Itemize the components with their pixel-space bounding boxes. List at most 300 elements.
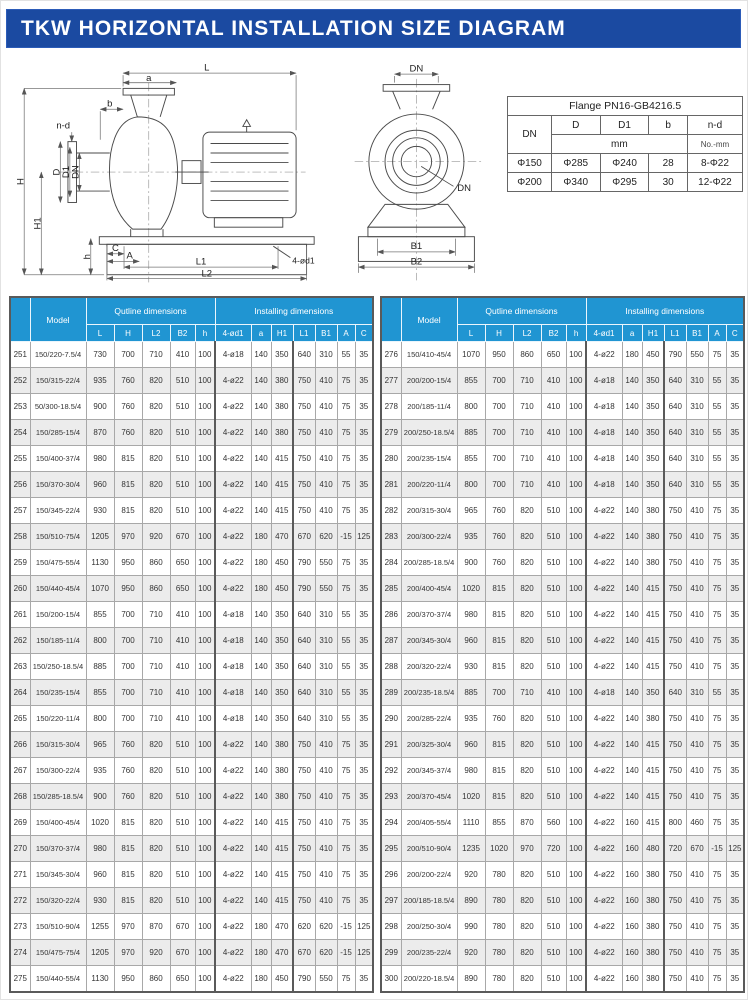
value-cell: 410 (686, 758, 708, 784)
value-cell: 700 (114, 342, 142, 368)
dim-L2-label: L2 (201, 268, 213, 280)
value-cell: 750 (664, 966, 686, 993)
value-cell: 415 (271, 498, 293, 524)
dim-nd-label: n-d (56, 120, 71, 132)
value-cell: 4-ø22 (215, 732, 251, 758)
model-cell: 150/475-55/4 (30, 550, 86, 576)
value-cell: 750 (293, 810, 315, 836)
table-row (10, 420, 373, 446)
value-cell: 35 (355, 368, 373, 394)
value-cell: 125 (355, 940, 373, 966)
model-cell: 200/200-15/4 (401, 368, 457, 394)
value-cell: 140 (622, 628, 642, 654)
value-cell: 4-ø22 (586, 498, 622, 524)
value-cell: 140 (622, 758, 642, 784)
value-cell: 75 (337, 394, 355, 420)
row-number: 275 (10, 966, 30, 993)
value-cell: 140 (251, 368, 271, 394)
value-cell: 820 (513, 498, 541, 524)
value-cell: 100 (195, 706, 215, 732)
value-cell: 75 (708, 550, 726, 576)
value-cell: 100 (195, 836, 215, 862)
table-row (381, 888, 744, 914)
flange-cell: 28 (649, 154, 687, 173)
flange-cell: 12-Φ22 (687, 173, 742, 192)
value-cell: 935 (86, 368, 114, 394)
value-cell: 100 (195, 498, 215, 524)
value-cell: 930 (86, 888, 114, 914)
value-cell: 700 (114, 628, 142, 654)
value-cell: 640 (664, 420, 686, 446)
row-number: 296 (381, 862, 401, 888)
value-cell: 790 (293, 576, 315, 602)
value-cell: 900 (457, 550, 485, 576)
row-number: 291 (381, 732, 401, 758)
row-number: 266 (10, 732, 30, 758)
value-cell: 380 (271, 394, 293, 420)
value-cell: 855 (457, 446, 485, 472)
value-cell: 100 (566, 394, 586, 420)
value-cell: 510 (170, 758, 195, 784)
value-cell: 380 (271, 732, 293, 758)
value-cell: 100 (566, 602, 586, 628)
value-cell: 380 (271, 368, 293, 394)
value-cell: 815 (485, 602, 513, 628)
value-cell: 760 (114, 758, 142, 784)
value-cell: 410 (686, 602, 708, 628)
value-cell: 410 (541, 680, 566, 706)
value-cell: 55 (708, 446, 726, 472)
row-number: 261 (10, 602, 30, 628)
value-cell: 815 (485, 732, 513, 758)
value-cell: 4-ø22 (215, 498, 251, 524)
value-cell: 960 (86, 472, 114, 498)
value-cell: 4-ø18 (215, 602, 251, 628)
value-cell: 140 (622, 654, 642, 680)
row-number: 272 (10, 888, 30, 914)
value-cell: 100 (195, 758, 215, 784)
value-cell: 780 (485, 862, 513, 888)
model-cell: 200/320-22/4 (401, 654, 457, 680)
value-cell: 870 (86, 420, 114, 446)
flange-cell: Φ240 (600, 154, 649, 173)
model-cell: 150/410-45/4 (401, 342, 457, 368)
table-row (10, 498, 373, 524)
value-cell: 100 (195, 680, 215, 706)
value-cell: 4-ø22 (586, 550, 622, 576)
value-cell: 4-ø18 (586, 472, 622, 498)
value-cell: 560 (541, 810, 566, 836)
value-cell: -15 (337, 914, 355, 940)
value-cell: 750 (664, 602, 686, 628)
value-cell: 470 (271, 940, 293, 966)
dim-4d1-label: 4-ød1 (292, 255, 315, 266)
value-cell: 140 (622, 446, 642, 472)
value-cell: 760 (114, 784, 142, 810)
model-cell: 150/370-37/4 (30, 836, 86, 862)
flange-cell: 30 (649, 173, 687, 192)
flange-cell: Φ340 (551, 173, 600, 192)
value-cell: 415 (642, 758, 664, 784)
model-cell: 200/220-18.5/4 (401, 966, 457, 993)
value-cell: 4-ø22 (586, 784, 622, 810)
row-number: 257 (10, 498, 30, 524)
flange-row (508, 154, 743, 173)
value-cell: 860 (513, 342, 541, 368)
value-cell: 75 (708, 706, 726, 732)
value-cell: 965 (457, 498, 485, 524)
value-cell: 510 (170, 498, 195, 524)
value-cell: 820 (513, 888, 541, 914)
value-cell: 140 (622, 498, 642, 524)
model-cell: 150/200-15/4 (30, 602, 86, 628)
row-number: 252 (10, 368, 30, 394)
value-cell: 4-ø18 (586, 420, 622, 446)
table-row (381, 706, 744, 732)
value-cell: 710 (513, 446, 541, 472)
front-view-diagram (328, 54, 505, 292)
row-number: 282 (381, 498, 401, 524)
model-cell: 200/345-37/4 (401, 758, 457, 784)
value-cell: -15 (337, 940, 355, 966)
value-cell: 820 (142, 394, 170, 420)
row-number: 260 (10, 576, 30, 602)
value-cell: 75 (708, 966, 726, 993)
value-cell: 35 (355, 810, 373, 836)
row-number: 269 (10, 810, 30, 836)
value-cell: 75 (708, 810, 726, 836)
value-cell: 4-ø22 (586, 576, 622, 602)
value-cell: 760 (485, 550, 513, 576)
value-cell: 920 (142, 524, 170, 550)
col-header-B1: B1 (315, 325, 337, 342)
value-cell: 4-ø18 (215, 628, 251, 654)
value-cell: 410 (541, 446, 566, 472)
model-cell: 150/285-15/4 (30, 420, 86, 446)
value-cell: 750 (293, 446, 315, 472)
value-cell: 410 (686, 576, 708, 602)
value-cell: 790 (293, 966, 315, 993)
table-row (381, 368, 744, 394)
flange-table (507, 96, 743, 192)
value-cell: 100 (195, 914, 215, 940)
value-cell: 410 (315, 498, 337, 524)
value-cell: 100 (566, 758, 586, 784)
value-cell: 75 (708, 498, 726, 524)
value-cell: 815 (114, 862, 142, 888)
value-cell: 640 (664, 368, 686, 394)
row-number: 285 (381, 576, 401, 602)
value-cell: 4-ø22 (586, 706, 622, 732)
value-cell: 710 (513, 680, 541, 706)
col-header-4d1: 4-ød1 (586, 325, 622, 342)
value-cell: 510 (541, 628, 566, 654)
value-cell: 820 (513, 966, 541, 993)
value-cell: 510 (541, 862, 566, 888)
value-cell: 410 (315, 472, 337, 498)
value-cell: 700 (485, 420, 513, 446)
value-cell: 1205 (86, 940, 114, 966)
value-cell: 4-ø22 (215, 576, 251, 602)
value-cell: 820 (142, 420, 170, 446)
value-cell: 140 (251, 732, 271, 758)
row-number: 292 (381, 758, 401, 784)
model-cell: 200/345-30/4 (401, 628, 457, 654)
value-cell: 855 (457, 368, 485, 394)
value-cell: 100 (566, 836, 586, 862)
table-row (381, 446, 744, 472)
pump-outline (68, 88, 314, 274)
value-cell: 990 (457, 914, 485, 940)
value-cell: 510 (541, 524, 566, 550)
value-cell: 55 (337, 628, 355, 654)
table-row (381, 420, 744, 446)
value-cell: 35 (726, 784, 744, 810)
table-row (10, 654, 373, 680)
model-cell: 200/510-90/4 (401, 836, 457, 862)
value-cell: 480 (642, 836, 664, 862)
table-row (10, 394, 373, 420)
value-cell: 100 (195, 602, 215, 628)
value-cell: 75 (337, 810, 355, 836)
table-row (10, 524, 373, 550)
value-cell: 35 (355, 680, 373, 706)
row-number: 290 (381, 706, 401, 732)
value-cell: 700 (114, 706, 142, 732)
value-cell: 1130 (86, 966, 114, 993)
row-number: 300 (381, 966, 401, 993)
value-cell: 380 (642, 940, 664, 966)
value-cell: 350 (642, 394, 664, 420)
value-cell: 510 (541, 732, 566, 758)
value-cell: 35 (355, 446, 373, 472)
value-cell: 980 (457, 758, 485, 784)
value-cell: 75 (337, 758, 355, 784)
value-cell: 920 (142, 940, 170, 966)
table-row (381, 654, 744, 680)
model-cell: 150/370-30/4 (30, 472, 86, 498)
value-cell: 160 (622, 810, 642, 836)
model-cell: 200/370-37/4 (401, 602, 457, 628)
flange-cell: Φ200 (508, 173, 552, 192)
dimension-table-left (9, 296, 374, 993)
value-cell: 470 (271, 524, 293, 550)
value-cell: 35 (726, 576, 744, 602)
value-cell: 100 (566, 420, 586, 446)
value-cell: 410 (315, 862, 337, 888)
value-cell: 140 (622, 394, 642, 420)
value-cell: 35 (355, 888, 373, 914)
value-cell: -15 (337, 524, 355, 550)
value-cell: 140 (622, 368, 642, 394)
row-number: 270 (10, 836, 30, 862)
value-cell: 820 (142, 446, 170, 472)
value-cell: 100 (566, 940, 586, 966)
row-number: 280 (381, 446, 401, 472)
value-cell: 100 (566, 628, 586, 654)
value-cell: 380 (642, 888, 664, 914)
model-cell: 150/510-90/4 (30, 914, 86, 940)
value-cell: 55 (337, 602, 355, 628)
table-row (10, 472, 373, 498)
value-cell: 410 (315, 368, 337, 394)
value-cell: 140 (622, 576, 642, 602)
value-cell: 75 (708, 862, 726, 888)
value-cell: 140 (251, 420, 271, 446)
value-cell: 180 (251, 966, 271, 993)
value-cell: 780 (485, 914, 513, 940)
value-cell: 820 (513, 524, 541, 550)
value-cell: 55 (337, 654, 355, 680)
col-header-L: L (457, 325, 485, 342)
value-cell: 35 (726, 394, 744, 420)
value-cell: 550 (315, 576, 337, 602)
value-cell: 710 (142, 680, 170, 706)
value-cell: 75 (708, 940, 726, 966)
value-cell: 415 (271, 862, 293, 888)
flange-col-d: D (551, 116, 600, 135)
value-cell: 140 (251, 342, 271, 368)
value-cell: 4-ø22 (586, 654, 622, 680)
value-cell: 4-ø22 (215, 810, 251, 836)
value-cell: 550 (315, 966, 337, 993)
value-cell: 640 (664, 394, 686, 420)
value-cell: 310 (315, 628, 337, 654)
row-number: 267 (10, 758, 30, 784)
flange-col-b: b (649, 116, 687, 135)
value-cell: 870 (513, 810, 541, 836)
value-cell: 4-ø22 (215, 836, 251, 862)
value-cell: 750 (293, 862, 315, 888)
value-cell: 750 (293, 394, 315, 420)
value-cell: 100 (566, 342, 586, 368)
value-cell: 160 (622, 862, 642, 888)
model-cell: 150/300-22/4 (30, 758, 86, 784)
value-cell: 380 (642, 498, 664, 524)
col-header-C: C (355, 325, 373, 342)
value-cell: 140 (251, 394, 271, 420)
value-cell: 55 (708, 472, 726, 498)
row-number: 274 (10, 940, 30, 966)
value-cell: 815 (485, 654, 513, 680)
value-cell: 510 (170, 420, 195, 446)
value-cell: 820 (513, 732, 541, 758)
model-cell: 150/440-45/4 (30, 576, 86, 602)
value-cell: 350 (271, 628, 293, 654)
model-cell: 150/250-18.5/4 (30, 654, 86, 680)
value-cell: 710 (142, 628, 170, 654)
value-cell: 410 (315, 446, 337, 472)
col-header-h: h (195, 325, 215, 342)
value-cell: 35 (726, 550, 744, 576)
table-row (381, 342, 744, 368)
value-cell: 470 (271, 914, 293, 940)
value-cell: 820 (513, 602, 541, 628)
col-header-a: a (251, 325, 271, 342)
flange-table-wrap (507, 96, 743, 192)
model-cell: 200/220-11/4 (401, 472, 457, 498)
value-cell: 700 (114, 602, 142, 628)
value-cell: 140 (622, 602, 642, 628)
table-row (10, 784, 373, 810)
value-cell: 750 (664, 940, 686, 966)
model-cell: 200/250-18.5/4 (401, 420, 457, 446)
value-cell: 100 (566, 784, 586, 810)
value-cell: 350 (271, 680, 293, 706)
value-cell: 75 (337, 732, 355, 758)
value-cell: 710 (142, 342, 170, 368)
dim-D-label: D (51, 168, 63, 176)
dim-C-label: C (112, 242, 119, 254)
model-cell: 150/510-75/4 (30, 524, 86, 550)
dim-h-label: h (81, 254, 93, 260)
value-cell: 35 (726, 706, 744, 732)
value-cell: 960 (86, 862, 114, 888)
value-cell: 100 (195, 966, 215, 993)
value-cell: 4-ø22 (215, 550, 251, 576)
value-cell: 4-ø18 (586, 680, 622, 706)
row-number: 283 (381, 524, 401, 550)
table-row (381, 966, 744, 993)
value-cell: 35 (726, 524, 744, 550)
value-cell: 140 (251, 888, 271, 914)
value-cell: 100 (566, 472, 586, 498)
value-cell: 960 (457, 732, 485, 758)
value-cell: 510 (170, 862, 195, 888)
dim-DN-inner-label: DN (457, 183, 472, 195)
value-cell: 620 (293, 914, 315, 940)
col-header-4d1: 4-ød1 (215, 325, 251, 342)
value-cell: 510 (541, 550, 566, 576)
value-cell: 780 (485, 888, 513, 914)
value-cell: 35 (726, 472, 744, 498)
value-cell: 4-ø22 (586, 602, 622, 628)
table-row (381, 732, 744, 758)
row-number: 268 (10, 784, 30, 810)
value-cell: 35 (355, 342, 373, 368)
row-number: 294 (381, 810, 401, 836)
value-cell: 410 (541, 394, 566, 420)
value-cell: 750 (293, 368, 315, 394)
value-cell: 140 (622, 550, 642, 576)
col-header-H: H (114, 325, 142, 342)
value-cell: 410 (686, 550, 708, 576)
value-cell: 410 (315, 784, 337, 810)
value-cell: 310 (315, 602, 337, 628)
value-cell: 35 (355, 836, 373, 862)
value-cell: 410 (686, 914, 708, 940)
value-cell: 1110 (457, 810, 485, 836)
value-cell: 700 (114, 654, 142, 680)
value-cell: 160 (622, 914, 642, 940)
installing-group-header: Installing dimensions (586, 297, 744, 325)
value-cell: 950 (114, 576, 142, 602)
value-cell: 35 (355, 654, 373, 680)
value-cell: 510 (541, 498, 566, 524)
row-number: 297 (381, 888, 401, 914)
value-cell: 1020 (86, 810, 114, 836)
value-cell: 670 (293, 940, 315, 966)
flange-unit-mm: mm (551, 135, 687, 154)
row-number: 279 (381, 420, 401, 446)
table-row (10, 836, 373, 862)
value-cell: 100 (566, 654, 586, 680)
table-row (10, 888, 373, 914)
value-cell: 4-ø22 (215, 472, 251, 498)
value-cell: 415 (642, 784, 664, 810)
value-cell: 700 (485, 394, 513, 420)
value-cell: 100 (195, 862, 215, 888)
